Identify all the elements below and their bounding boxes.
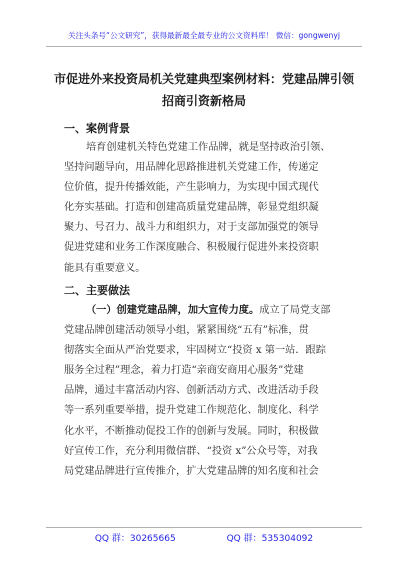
body-line: 局党建品牌进行宣传推介，扩大党建品牌的知名度和社会: [64, 465, 319, 477]
body-line: 能具有重要意义。: [64, 262, 146, 274]
body-line: 坚持问题导向，用品牌化思路推进机关党建工作，传递定: [64, 162, 319, 174]
body-line: 聚力、号召力、战斗力和组织力，对于支部加强党的领导: [64, 222, 319, 234]
body-line: 服务全过程”理念，着力打造“亲商安商用心服务”党建: [64, 365, 304, 377]
body-line: 彻落实全面从严治党要求，牢固树立“投资 x 第一站．跟踪: [64, 345, 326, 357]
header-divider: [46, 46, 362, 47]
section-heading-measures: 二、主要做法: [64, 284, 130, 297]
footer-qq-group-2: QQ 群：535304092: [226, 534, 314, 544]
subsection-lead: 成立了局党支部: [259, 305, 331, 316]
body-line: 党建品牌创建活动领导小组，紧紧围绕“五有”标准，贯: [64, 325, 309, 337]
footer-divider: [46, 527, 362, 528]
body-line: 促进党建和业务工作深度融合、积极履行促进外来投资职: [64, 242, 319, 254]
footer-qq-group-1: QQ 群：30265665: [94, 534, 176, 544]
title-line-1: 市促进外来投资局机关党建典型案例材料：党建品牌引领: [53, 72, 354, 86]
section-heading-background: 一、案例背景: [64, 122, 130, 135]
body-line: 好宣传工作，充分利用微信群、“投资 x”公众号等，对我: [64, 445, 318, 457]
body-line: 等一系列重要举措，提升党建工作规范化、制度化、科学: [64, 405, 319, 417]
header-note: 关注头条号“公文研究”，获得最新最全最专业的公文资料库！ 微信：gongwenyj: [68, 31, 340, 40]
body-line: 化水平，不断推动促投工作的创新与发展。同时，积极做: [64, 425, 319, 437]
subsection-heading: （一）创建党建品牌，加大宣传力度。: [86, 304, 260, 316]
title-line-2: 招商引资新格局: [161, 94, 246, 108]
section-body-measures: [64, 300, 358, 482]
body-line: 位价值，提升传播效能，产生影响力，为实现中国式现代: [64, 182, 319, 194]
body-line: 化夯实基础。打造和创建高质量党建品牌，彰显党组织凝: [64, 202, 319, 214]
section-body-background: [64, 138, 358, 279]
footer: [0, 531, 408, 544]
document-title: [46, 68, 362, 112]
body-line: 培育创建机关特色党建工作品牌，就是坚持政治引领、: [86, 142, 331, 153]
subsection-line: [64, 300, 358, 321]
body-line: 品牌，通过丰富活动内容、创新活动方式、改进活动手段: [64, 385, 319, 397]
